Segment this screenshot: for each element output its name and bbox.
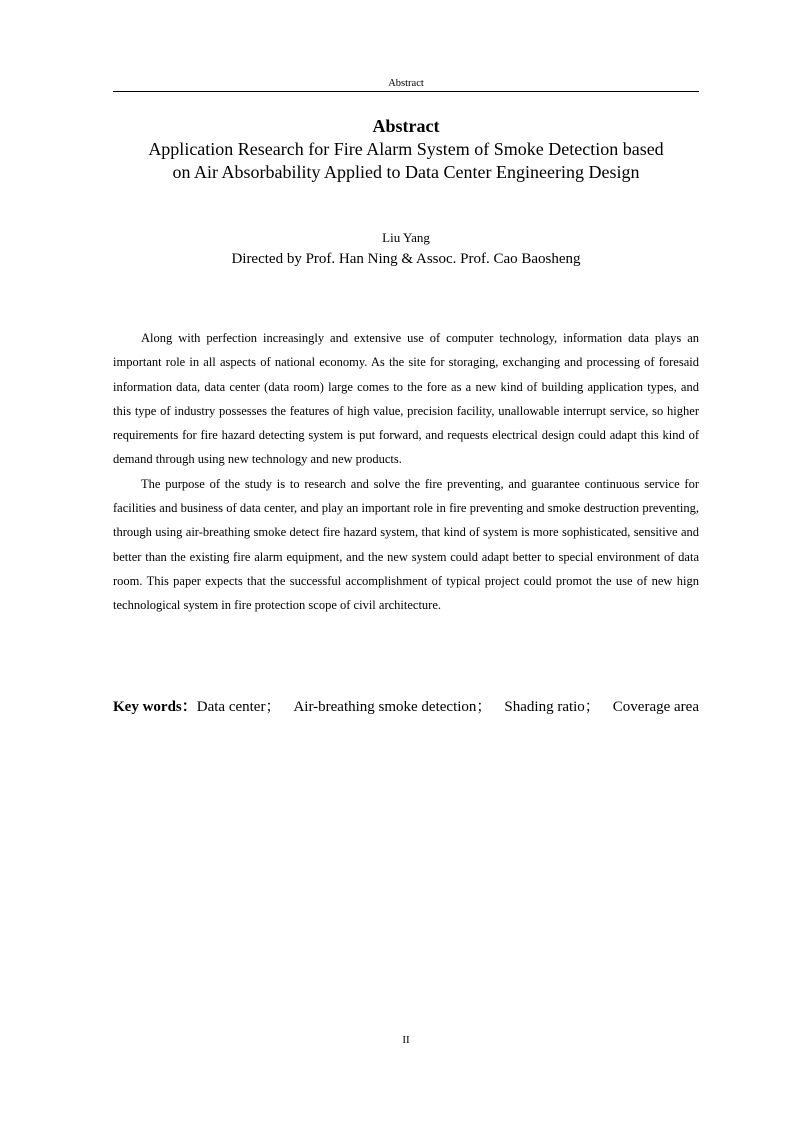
header-rule — [113, 91, 699, 92]
paper-title-line-1: Application Research for Fire Alarm System of Smoke Detection based — [148, 139, 664, 159]
keyword-item: Data center； — [196, 699, 281, 715]
author-name: Liu Yang — [382, 230, 430, 245]
advisor-line: Directed by Prof. Han Ning & Assoc. Prof. Cao Baosheng — [231, 251, 581, 267]
abstract-paragraph-1: Along with perfection increasingly and extensive use of computer technology, information data plays an important role in all aspects of national economy. As the site for storaging, exchanging and processing of foresaid information data, data center (data room) large comes to the fore as a new kind of building application types, and this type of industry possesses the features of high value, precision facility, unallowable interrupt service, so higher requirements for fire hazard detecting system is put forward, and requests electrical design could adapt this kind of demand through using new technology and new products. — [113, 331, 699, 467]
abstract-body — [113, 326, 699, 618]
running-head: Abstract — [388, 78, 424, 89]
keywords-first — [113, 697, 280, 717]
keyword-item: Air-breathing smoke detection； — [293, 699, 492, 715]
abstract-heading: Abstract — [372, 116, 440, 136]
title-block — [90, 115, 722, 183]
keywords-line — [113, 697, 699, 717]
keyword-item: Coverage area — [612, 699, 699, 715]
paper-title-line-2: on Air Absorbability Applied to Data Center Engineering Design — [172, 162, 640, 182]
abstract-paragraph-2: The purpose of the study is to research and solve the fire preventing, and guarantee continuous service for facilities and business of data center, and play an important role in fire preventing and smoke destruction preventing, through using air-breathing smoke detect fire hazard system, that kind of system is more sophisticated, sensitive and better than the existing fire alarm equipment, and the new system could adapt better to special environment of data room. This paper expects that the successful accomplishment of typical project could promot the use of new hign technological system in fire protection scope of civil architecture. — [113, 476, 699, 613]
page-number: II — [402, 1034, 410, 1046]
keyword-item: Shading ratio； — [504, 699, 600, 715]
keywords-label: Key words： — [113, 699, 197, 715]
